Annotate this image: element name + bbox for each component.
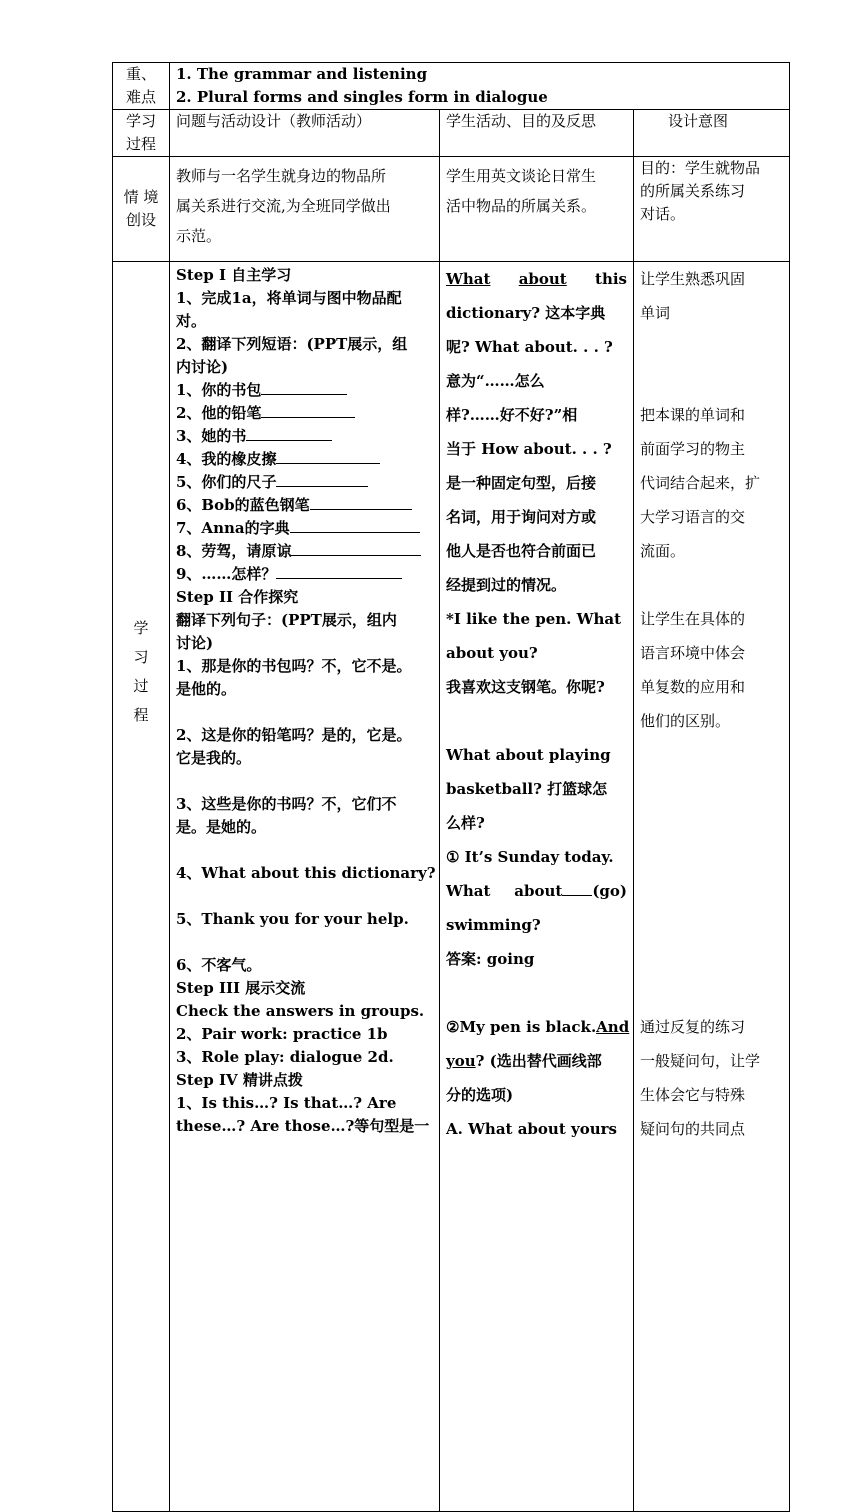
text-line: 属关系进行交流,为全班同学做出 [176,197,391,215]
row-scenario [113,157,790,262]
label-line: 学习 [125,112,156,130]
note-line: 样?……好不好?”相 [446,406,578,424]
note-line: about you? [446,644,538,662]
step-item: 内讨论) [176,358,229,376]
header-text: 设计意图 [668,112,729,130]
note-line: What about playing [446,746,611,764]
text-line: 示范。 [176,227,222,245]
step-item: 对。 [176,312,207,330]
note-line: ②My pen is black. And [446,1018,630,1036]
step-2-heading: Step II 合作探究 [176,588,299,606]
intent-line: 让学生熟悉巩固 [640,270,746,288]
step-item: 它是我的。 [176,749,252,767]
cell-process-vertical-label [113,262,170,1512]
row-learning-process [113,262,790,1512]
note-line: 么样? [446,814,485,832]
step-item: 4、What about this dictionary? [176,864,436,882]
label-line: 过程 [125,135,156,153]
header-text: 问题与活动设计（教师活动） [176,112,372,130]
step-item: these…? Are those…?等句型是一 [176,1117,430,1135]
phrase-item: 6、Bob的蓝色钢笔 [176,494,433,517]
step-item: 讨论) [176,634,214,652]
note-line: 经提到过的情况。 [446,576,567,594]
note-line: 分的选项) [446,1086,514,1104]
note-line: What about (go) [446,882,627,900]
label-line: 重、 [125,65,156,83]
step-item: 2、翻译下列短语：(PPT展示，组 [176,335,408,353]
note-line: What about this [446,270,627,288]
intent-line: 单复数的应用和 [640,678,746,696]
text-line: 的所属关系练习 [640,182,746,200]
phrase-item: 9、……怎样？ [176,563,433,586]
label-line: 难点 [125,88,156,106]
row-key-points [113,63,790,110]
note-line: A. What about yours [446,1120,617,1138]
phrase-item: 8、劳驾，请原谅 [176,540,433,563]
step-item: 翻译下列句子：(PPT展示，组内 [176,611,397,629]
header-student-activity [440,110,634,157]
lesson-plan-table [112,62,790,1512]
phrase-item: 3、她的书 [176,425,433,448]
note-line: 答案: going [446,950,535,968]
step-item: 是他的。 [176,680,237,698]
text-line: 教师与一名学生就身边的物品所 [176,167,387,185]
text-line: 活中物品的所属关系。 [446,197,597,215]
step-3-heading: Step III 展示交流 [176,979,306,997]
cell-teacher-steps [170,262,440,1512]
label-char: 程 [133,706,149,724]
header-design-intent [634,110,790,157]
phrase-item: 4、我的橡皮擦 [176,448,433,471]
cell-scenario-label [113,157,170,262]
phrase-item: 7、Anna的字典 [176,517,433,540]
intent-line: 通过反复的练习 [640,1018,746,1036]
step-1-heading: Step I 自主学习 [176,266,292,284]
row-header [113,110,790,157]
step-item: 是。是她的。 [176,818,267,836]
text-line: 目的：学生就物品 [640,159,761,177]
phrase-item: 5、你们的尺子 [176,471,433,494]
note-line: 当于 How about. . . ? [446,440,612,458]
cell-process-label [113,110,170,157]
note-line: swimming? [446,916,541,934]
note-line: 呢? What about. . . ? [446,338,613,356]
intent-line: 代词结合起来，扩 [640,474,761,492]
text-line: 学生用英文谈论日常生 [446,167,597,185]
label-char: 学 [133,619,149,637]
note-line: 名词，用于询问对方或 [446,508,597,526]
note-line: 意为“……怎么 [446,372,545,390]
intent-line: 语言环境中体会 [640,644,746,662]
lesson-plan-page [112,62,789,1512]
step-item: 3、Role play: dialogue 2d. [176,1048,394,1066]
label-line: 创设 [125,211,156,229]
label-line: 情 境 [123,188,159,206]
note-line: 是一种固定句型，后接 [446,474,597,492]
intent-line: 他们的区别。 [640,712,731,730]
cell-key-points [170,63,790,110]
cell-key-points-label [113,63,170,110]
cell-student-notes [440,262,634,1512]
step-item: 2、Pair work: practice 1b [176,1025,388,1043]
step-item: 5、Thank you for your help. [176,910,409,928]
intent-line: 流面。 [640,542,686,560]
note-line: basketball? 打篮球怎 [446,780,608,798]
label-char: 过 [133,677,149,695]
intent-line: 把本课的单词和 [640,406,746,424]
header-teacher-activity [170,110,440,157]
intent-line: 单词 [640,304,671,322]
step-item: 1、完成1a，将单词与图中物品配 [176,289,402,307]
key-point-1: 1. The grammar and listening [176,65,428,83]
intent-line: 前面学习的物主 [640,440,746,458]
intent-line: 疑问句的共同点 [640,1120,746,1138]
header-text: 学生活动、目的及反思 [446,112,597,130]
text-line: 对话。 [640,205,686,223]
step-4-heading: Step IV 精讲点拨 [176,1071,303,1089]
intent-line: 生体会它与特殊 [640,1086,746,1104]
cell-scenario-intent [634,157,790,262]
note-line: 我喜欢这支钢笔。你呢? [446,678,605,696]
cell-design-intent [634,262,790,1512]
step-item: 1、那是你的书包吗？不，它不是。 [176,657,412,675]
cell-scenario-student [440,157,634,262]
step-item: 2、这是你的铅笔吗？是的，它是。 [176,726,412,744]
label-char: 习 [133,648,149,666]
step-item: 1、Is this…? Is that…? Are [176,1094,397,1112]
phrase-item: 1、你的书包 [176,379,433,402]
note-line: ① It’s Sunday today. [446,848,614,866]
note-line: *I like the pen. What [446,610,622,628]
step-item: 3、这些是你的书吗？不，它们不 [176,795,397,813]
note-line: you? (选出替代画线部 [446,1052,602,1070]
step-item: Check the answers in groups. [176,1002,425,1020]
note-line: dictionary? 这本字典 [446,304,606,322]
cell-scenario-teacher [170,157,440,262]
intent-line: 大学习语言的交 [640,508,746,526]
note-line: 他人是否也符合前面已 [446,542,597,560]
phrase-item: 2、他的铅笔 [176,402,433,425]
step-item: 6、不客气。 [176,956,262,974]
key-point-2: 2. Plural forms and singles form in dialogue [176,88,548,106]
intent-line: 一般疑问句，让学 [640,1052,761,1070]
intent-line: 让学生在具体的 [640,610,746,628]
